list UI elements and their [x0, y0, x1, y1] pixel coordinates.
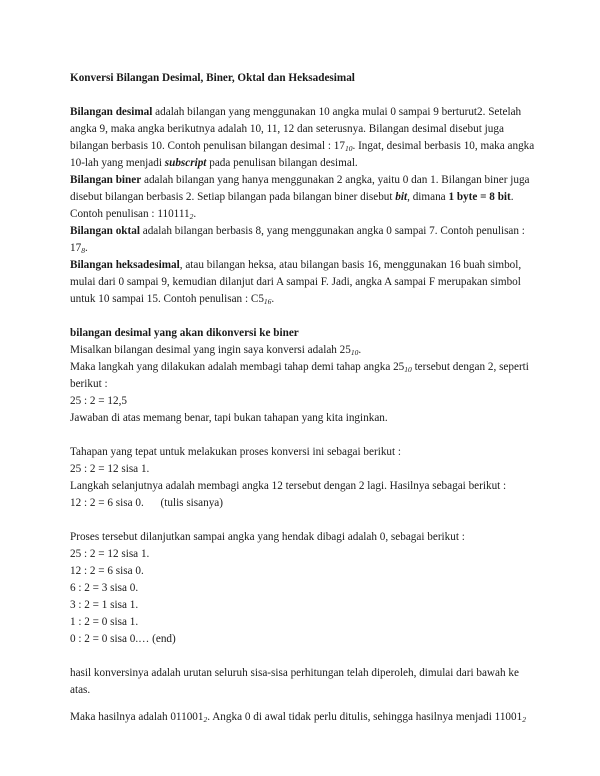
biner-text-4: .	[193, 208, 197, 220]
biner-text-2: , dimana	[407, 191, 449, 203]
proper-lead: Tahapan yang tepat untuk melakukan proses konversi ini sebagai berikut :	[70, 446, 402, 458]
intro-line-2	[70, 359, 540, 393]
biner-byte-equation: 1 byte = 8 bit	[448, 191, 511, 203]
intro-line-2-text: Maka langkah yang dilakukan adalah membagi tahap demi tahap angka 25	[70, 361, 405, 373]
result-paragraph-2	[70, 709, 540, 726]
document-title: Konversi Bilangan Desimal, Biner, Oktal dan Heksadesimal	[70, 72, 355, 84]
term-oktal: Bilangan oktal	[70, 225, 140, 237]
intro-line-1-text: Misalkan bilangan desimal yang ingin saya konversi adalah 25	[70, 344, 351, 356]
document-page	[70, 70, 540, 726]
proper-note: (tulis sisanya)	[160, 497, 223, 509]
intro-line-2-end: tersebut dengan 2, seperti berikut :	[70, 361, 529, 390]
desimal-subscript: 10	[344, 144, 353, 153]
proper-next: Langkah selanjutnya adalah membagi angka 12 tersebut dengan 2 lagi. Hasilnya sebagai berikut :	[70, 480, 507, 492]
intro-line-1-subscript: 10	[350, 348, 359, 357]
proper-step-2-line	[70, 495, 540, 512]
desimal-em-subscript: subscript	[164, 157, 207, 169]
paragraph-oktal	[70, 223, 540, 257]
desimal-text-1: adalah bilangan yang menggunakan 10 angka mulai 0 sampai 9 berturut2. Setelah angka 9, maka angka berikutnya adalah 10, 11, 12 dan seterusnya. Bilangan desimal disebut juga bilangan berbasis 10. Contoh penulisan bilangan desimal : 17	[70, 106, 522, 152]
desimal-text-2: . Ingat, desimal berbasis 10, maka angka 10-lah yang menjadi	[70, 140, 535, 169]
division-step: 0 : 2 = 0 sisa 0.… (end)	[70, 633, 176, 645]
biner-text-3: . Contoh penulisan : 110111	[70, 191, 514, 220]
continued-lead: Proses tersebut dilanjutkan sampai angka yang hendak dibagi adalah 0, sebagai berikut :	[70, 531, 465, 543]
division-step: 25 : 2 = 12 sisa 1.	[70, 548, 150, 560]
heksa-subscript: 16	[263, 297, 272, 306]
result-subscript-2: 2	[522, 715, 526, 724]
term-desimal: Bilangan desimal	[70, 106, 153, 118]
oktal-text-2: .	[84, 242, 88, 254]
division-step: 3 : 2 = 1 sisa 1.	[70, 599, 139, 611]
paragraph-heksa	[70, 257, 540, 308]
division-step: 12 : 2 = 6 sisa 0.	[70, 565, 144, 577]
term-heksa: Bilangan heksadesimal	[70, 259, 180, 271]
proper-step-2: 12 : 2 = 6 sisa 0.	[70, 497, 144, 509]
calc-line: 25 : 2 = 12,5	[70, 395, 127, 407]
section-heading	[70, 325, 540, 342]
division-step: 6 : 2 = 3 sisa 0.	[70, 582, 139, 594]
result-text-1: Maka hasilnya adalah 011001	[70, 711, 204, 723]
intro-line-2-subscript: 10	[404, 365, 412, 374]
heksa-text-1: , atau bilangan heksa, atau bilangan basis 16, menggunakan 16 buah simbol, mulai dari 0 sampai 9, kemudian dilanjut dari A sampai F. Jadi, angka A sampai F merupakan simbol untuk 10 sampai 15. Contoh penulisan : C5	[70, 259, 522, 305]
biner-em-bit: bit	[395, 191, 408, 203]
result-text-2: . Angka 0 di awal tidak perlu ditulis, sehingga hasilnya menjadi 11001	[207, 711, 523, 723]
intro-line-1-end: .	[358, 344, 362, 356]
result-subscript-1: 2	[203, 715, 208, 724]
paragraph-desimal	[70, 104, 540, 172]
biner-subscript: 2	[189, 212, 194, 221]
result-paragraph-1: hasil konversinya adalah urutan seluruh sisa-sisa perhitungan telah diperoleh, dimulai dari bawah ke atas.	[70, 667, 519, 696]
oktal-text-1: adalah bilangan berbasis 8, yang menggunakan angka 0 sampai 7. Contoh penulisan : 17	[70, 225, 525, 254]
term-biner: Bilangan biner	[70, 174, 142, 186]
division-step: 1 : 2 = 0 sisa 1.	[70, 616, 139, 628]
biner-text-1: adalah bilangan yang hanya menggunakan 2 angka, yaitu 0 dan 1. Bilangan biner juga disebut bilangan berbasis 2. Setiap bilangan pada bilangan biner disebut	[70, 174, 530, 203]
section-heading-text: bilangan desimal yang akan dikonversi ke biner	[70, 327, 299, 339]
paragraph-biner	[70, 172, 540, 223]
proper-step-1: 25 : 2 = 12 sisa 1.	[70, 463, 150, 475]
intro-line-1	[70, 342, 540, 359]
remark-line: Jawaban di atas memang benar, tapi bukan tahapan yang kita inginkan.	[70, 412, 388, 424]
heksa-text-2: .	[271, 293, 275, 305]
desimal-text-3: pada penulisan bilangan desimal.	[206, 157, 358, 169]
oktal-subscript: 8	[81, 246, 85, 255]
